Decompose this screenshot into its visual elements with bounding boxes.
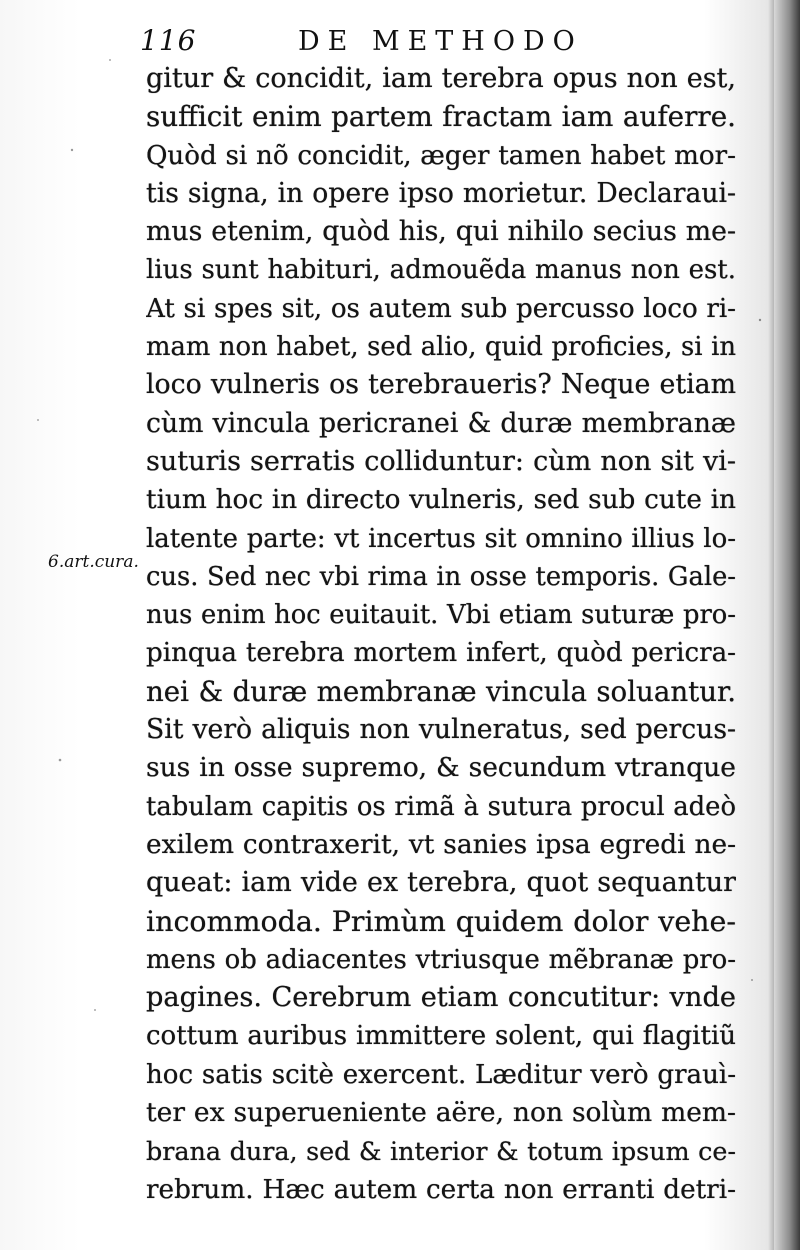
text-line: nei & duræ membranæ vincula soluantur.	[146, 674, 736, 708]
text-line: mens ob adiacentes vtriusque mẽbranæ pro-	[146, 944, 736, 975]
text-line: nus enim hoc euitauit. Vbi etiam suturæ pro-	[146, 600, 736, 631]
page-header	[140, 24, 740, 64]
text-line: lius sunt habituri, admouẽda manus non est.	[146, 255, 736, 286]
running-head: DE METHODO	[298, 26, 583, 57]
margin-note: 6.art.cura.	[48, 552, 139, 572]
text-line: sufficit enim partem fractam iam auferre.	[146, 100, 736, 134]
text-line: brana dura, sed & interior & totum ipsum ce-	[146, 1136, 736, 1167]
book-spine	[774, 0, 800, 1250]
text-line: tis signa, in opere ipso morietur. Declaraui-	[146, 177, 736, 209]
text-line: cottum auribus immittere solent, qui flagitiũ	[146, 1021, 736, 1052]
text-line: Sit verò aliquis non vulneratus, sed percus-	[146, 714, 736, 746]
text-line: sus in osse supremo, & secundum vtranque	[146, 752, 736, 784]
text-line: ter ex superueniente aëre, non solùm mem-	[146, 1097, 736, 1129]
text-line: tium hoc in directo vulneris, sed sub cute in	[146, 485, 736, 516]
text-line: cus. Sed nec vbi rima in osse temporis. Gale-	[146, 561, 736, 592]
text-line: Quòd si nõ concidit, æger tamen habet mor-	[146, 140, 736, 171]
text-line: mus etenim, quòd his, qui nihilo secius me-	[146, 216, 736, 248]
text-line: hoc satis scitè exercent. Læditur verò grauì-	[146, 1059, 736, 1090]
page-number: 116	[140, 24, 197, 57]
text-line: gitur & concidit, iam terebra opus non est,	[146, 63, 736, 94]
text-line: At si spes sit, os autem sub percusso loco ri-	[146, 293, 736, 324]
text-line: loco vulneris os terebraueris? Neque etiam	[146, 369, 736, 401]
text-line: cùm vincula pericranei & duræ membranæ	[146, 407, 736, 439]
text-line: latente parte: vt incertus sit omnino illius lo-	[146, 523, 736, 554]
text-line: tabulam capitis os rimã à sutura procul adeò	[146, 791, 736, 822]
text-line: rebrum. Hæc autem certa non erranti detri-	[146, 1174, 736, 1205]
text-line: pinqua terebra mortem infert, quòd pericra-	[146, 638, 736, 669]
text-line: pagines. Cerebrum etiam concutitur: vnde	[146, 982, 736, 1014]
text-line: incommoda. Primùm quidem dolor vehe-	[146, 904, 736, 938]
text-line: queat: iam vide ex terebra, quot sequantur	[146, 867, 736, 899]
text-line: exilem contraxerit, vt sanies ipsa egredi ne-	[146, 829, 736, 860]
body-text	[146, 60, 736, 1209]
text-line: mam non habet, sed alio, quid proficies, si in	[146, 332, 736, 363]
text-line: suturis serratis colliduntur: cùm non sit vi-	[146, 445, 736, 477]
